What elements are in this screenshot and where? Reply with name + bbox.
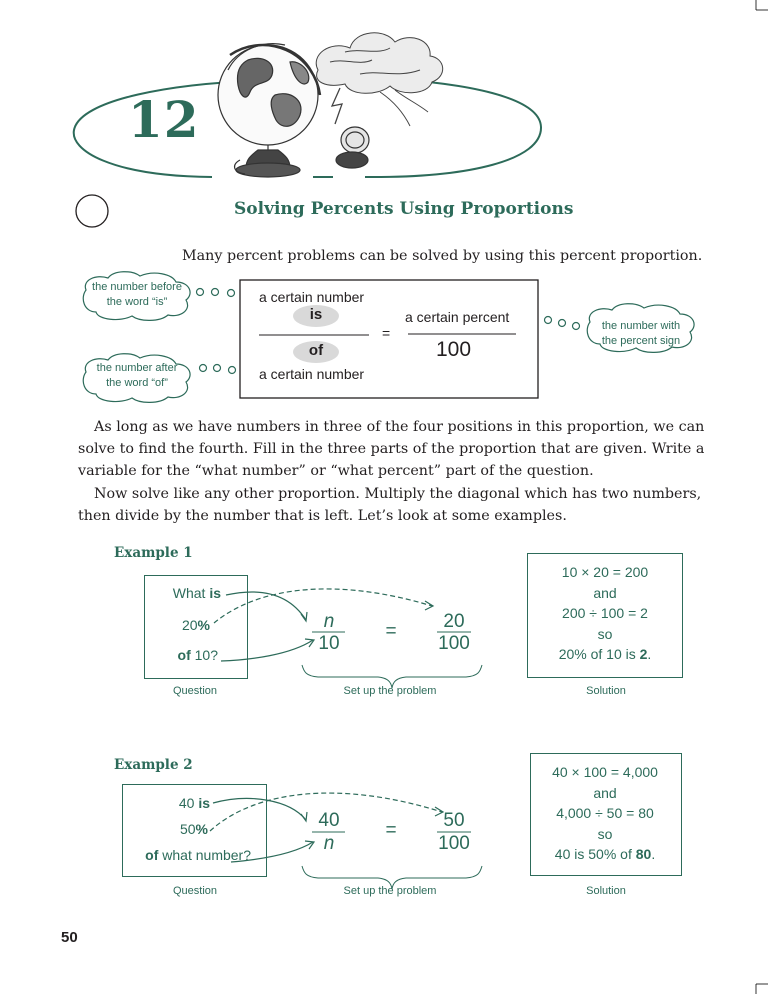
example2-right-denominator: 100	[438, 833, 470, 854]
example1-answer: 2	[639, 646, 648, 662]
example2-heading: Example 2	[114, 757, 193, 773]
example2-solution-line4: so	[597, 825, 613, 842]
example2-question-line1	[130, 795, 210, 811]
example1-question-line1	[150, 585, 221, 601]
title-circle	[76, 195, 108, 227]
bubble-is-line1: the number before	[92, 281, 182, 293]
example2-solution-line2: and	[593, 784, 617, 801]
example1-solution-line4: so	[597, 625, 613, 642]
example1-solution-line1: 10 × 20 = 200	[561, 564, 649, 580]
example2-question-line3	[130, 847, 251, 863]
page-title: Solving Percents Using Proportions	[234, 199, 574, 219]
bubble-of	[86, 361, 188, 391]
chapter-number: 12	[128, 90, 200, 149]
bubble-percent	[590, 319, 692, 349]
proportion-equals: =	[382, 325, 391, 341]
example2-equals: =	[385, 820, 397, 841]
globe-illustration	[218, 44, 320, 177]
bubble-is-line2: the word “is”	[106, 296, 168, 308]
example1-heading: Example 1	[114, 545, 193, 561]
example1-q2-plain: 20	[181, 617, 198, 633]
example2-answer-end: .	[651, 846, 656, 862]
example2-q3-plain: what number?	[158, 847, 251, 863]
example2-solution-line3: 4,000 ÷ 50 = 80	[556, 805, 654, 821]
example2-q1-bold: is	[198, 795, 210, 811]
paragraph-1: As long as we have numbers in three of the four positions in this proportion, we can solve to find the fourth. Fill in the three parts of the proportion that are given. Write a variable for the “what number” or “what percent” part of the question.	[78, 419, 705, 479]
example2-solution	[527, 762, 683, 865]
proportion-hundred: 100	[436, 338, 472, 361]
example2-question-line2	[130, 821, 208, 837]
proportion-of: of	[308, 342, 324, 359]
example1-solution-line2: and	[593, 584, 617, 601]
example1-caption-question: Question	[172, 685, 218, 697]
bubble-of-line1: the number after	[96, 362, 178, 374]
example2-caption-question: Question	[172, 885, 218, 897]
example2-left-denominator: n	[323, 833, 335, 854]
example2-q3-bold: of	[145, 847, 159, 863]
bubble-percent-line1: the number with	[601, 320, 681, 332]
example1-solution-line5	[527, 644, 683, 665]
page-number: 50	[61, 929, 78, 946]
example1-q1-bold: is	[209, 585, 221, 601]
example2-q1-plain: 40	[178, 795, 199, 811]
example1-caption-solution: Solution	[586, 685, 626, 697]
proportion-is: is	[309, 306, 323, 323]
storm-cloud-illustration	[316, 33, 443, 126]
example1-solution	[527, 562, 683, 665]
proportion-bottom-label: a certain number	[259, 366, 365, 382]
example2-caption-setup: Set up the problem	[343, 885, 437, 897]
example1-right-numerator: 20	[443, 611, 465, 632]
bubble-is	[86, 280, 188, 310]
example2-answer-prefix: 40 is 50% of	[554, 846, 636, 862]
example1-right-denominator: 100	[438, 633, 470, 654]
proportion-top-label: a certain number	[259, 289, 365, 305]
example1-solution-line3: 200 ÷ 100 = 2	[562, 605, 648, 621]
example1-left-denominator: 10	[318, 633, 340, 654]
proportion-percent-label: a certain percent	[405, 309, 510, 325]
crop-marks	[756, 0, 768, 994]
example1-q3-plain: 10?	[190, 647, 218, 663]
example2-q2-plain: 50	[179, 821, 196, 837]
example2-left-numerator: 40	[318, 810, 340, 831]
example2-q2-bold: %	[195, 821, 208, 837]
example1-question-line2	[150, 617, 210, 633]
example1-left-numerator: n	[323, 611, 335, 632]
example1-q2-bold: %	[197, 617, 210, 633]
example2-solution-line1: 40 × 100 = 4,000	[552, 764, 658, 780]
example2-answer: 80	[635, 846, 652, 862]
example2-solution-line5	[527, 844, 683, 865]
example2-right-numerator: 50	[443, 810, 465, 831]
compass-illustration	[336, 127, 369, 168]
example1-answer-prefix: 20% of 10 is	[558, 646, 640, 662]
paragraph-2: Now solve like any other proportion. Multiply the diagonal which has two numbers, then divide by the number that is left. Let’s look at some examples.	[78, 486, 702, 524]
example1-question-line3	[150, 647, 218, 663]
example2-caption-solution: Solution	[586, 885, 626, 897]
example1-answer-end: .	[647, 646, 652, 662]
example1-q1-plain: What	[172, 585, 210, 601]
example1-q3-bold: of	[177, 647, 191, 663]
example1-caption-setup: Set up the problem	[343, 685, 437, 697]
bubble-of-line2: the word “of”	[106, 377, 168, 389]
bubble-percent-line2: the percent sign	[601, 335, 681, 347]
intro-text: Many percent problems can be solved by using this percent proportion.	[182, 248, 703, 264]
example1-equals: =	[385, 621, 397, 642]
